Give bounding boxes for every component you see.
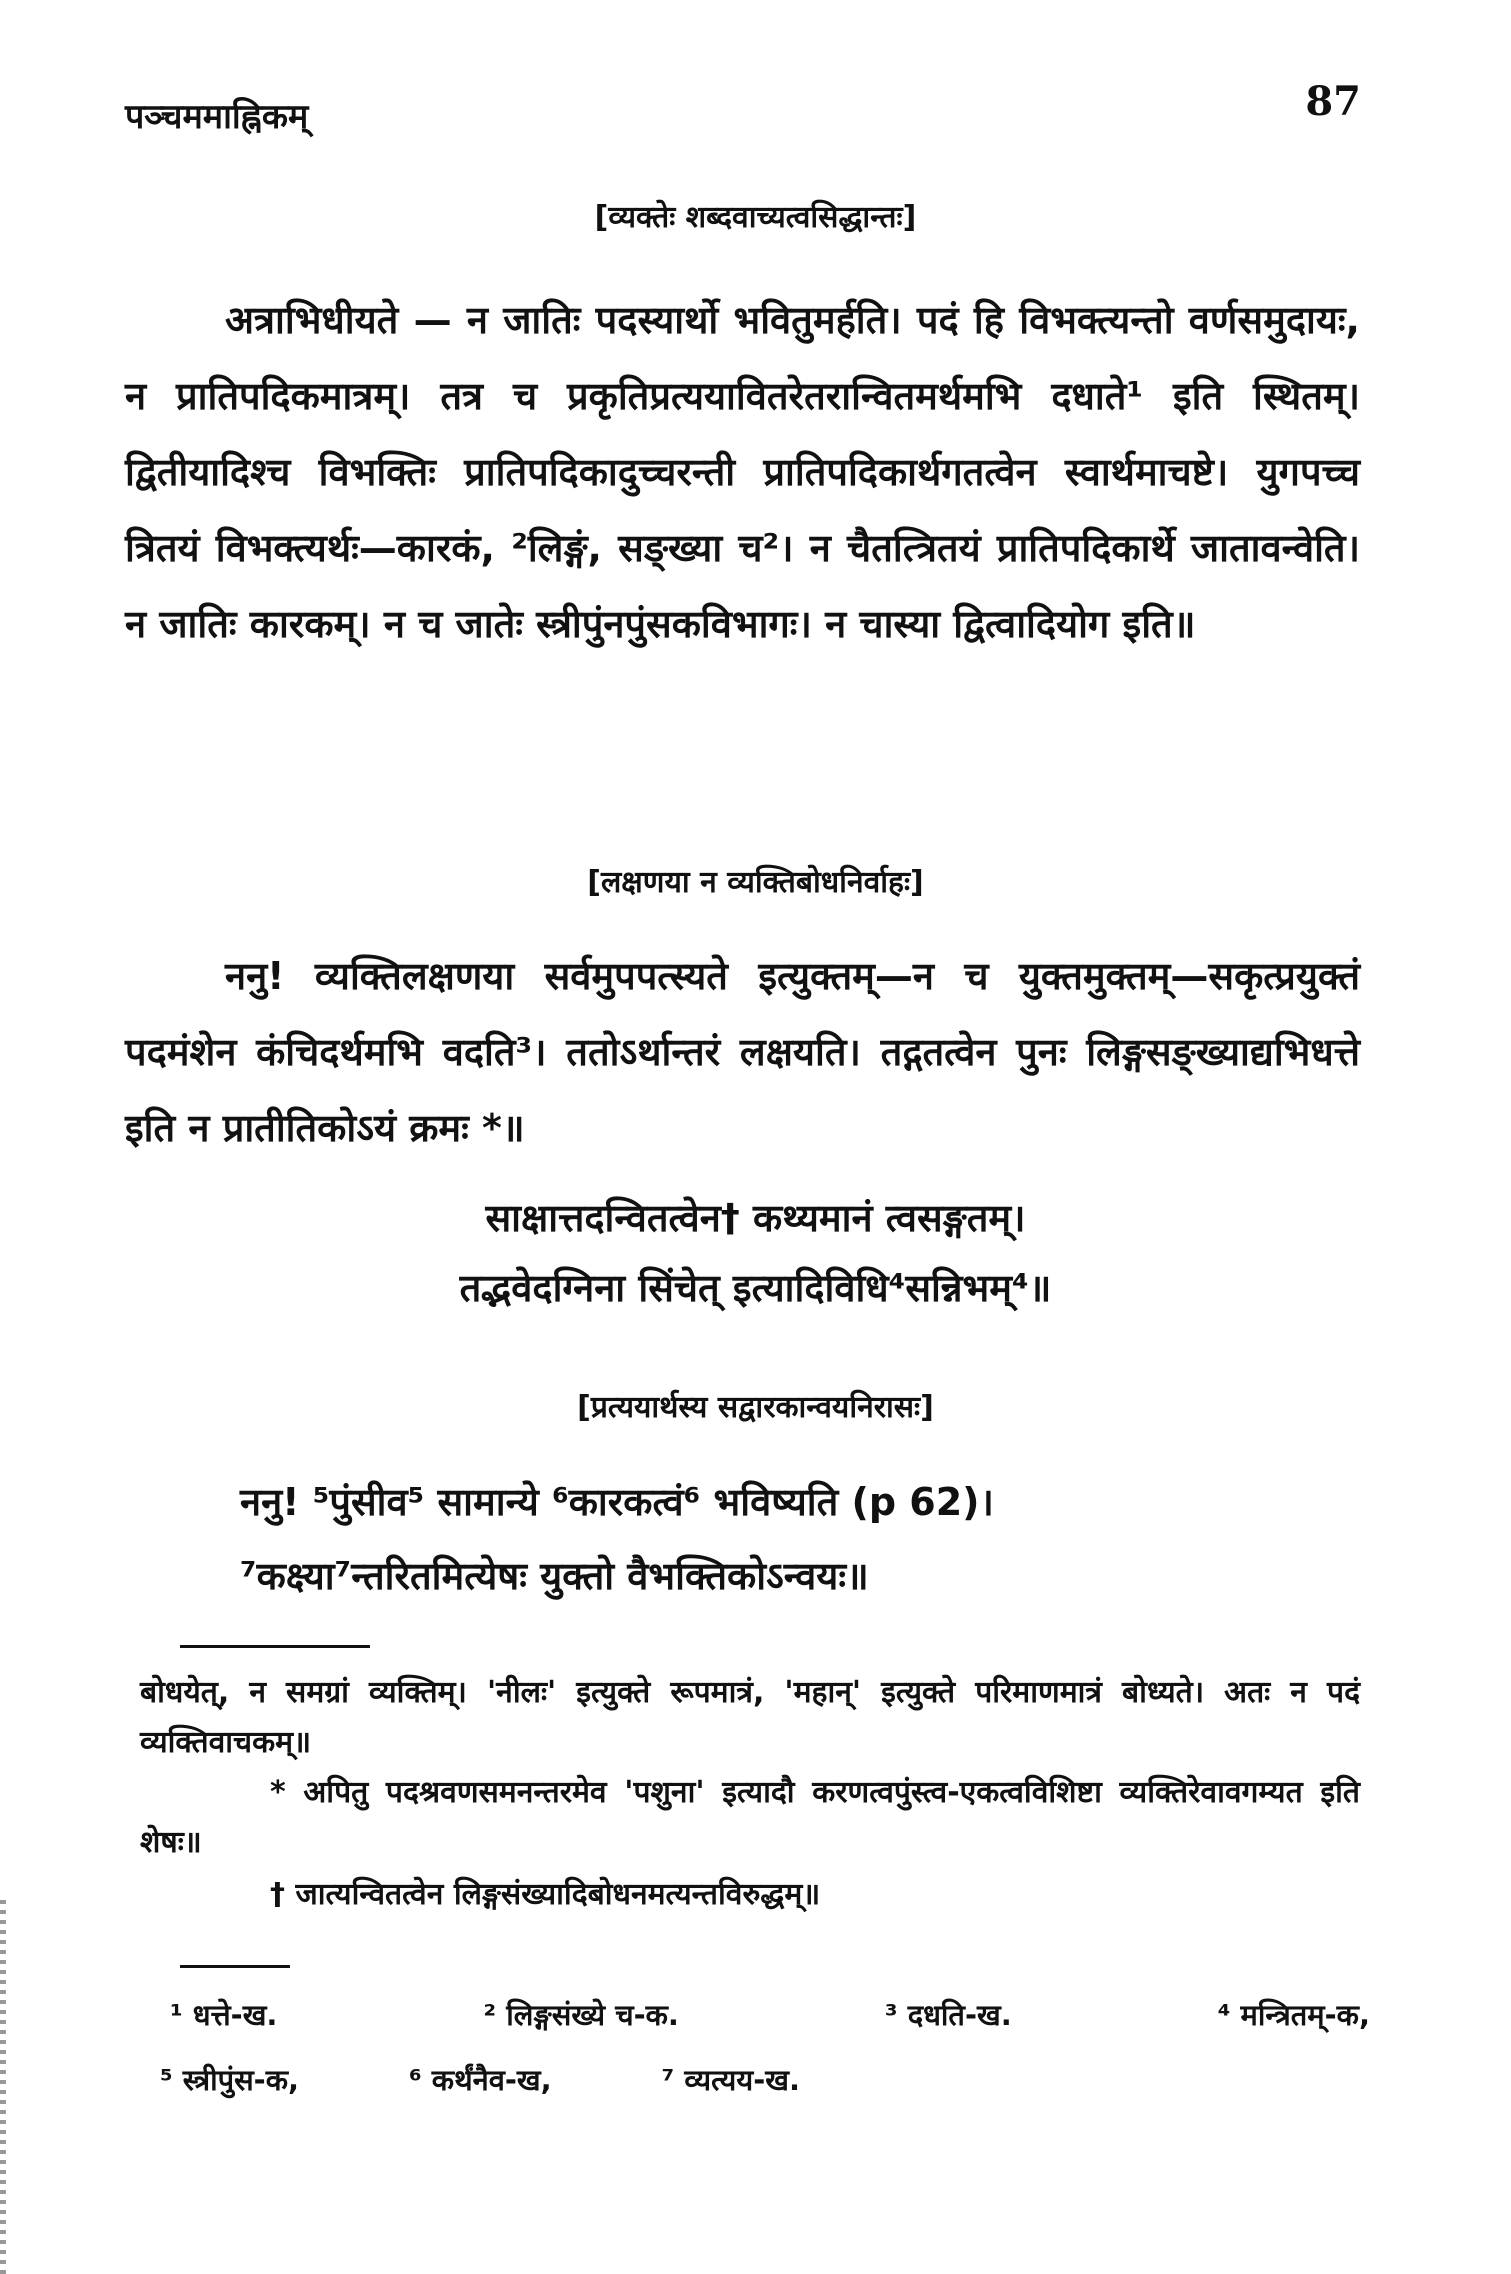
- paragraph-2: [125, 938, 1360, 1166]
- variant-note-5: ⁵ स्त्रीपुंस-क,: [160, 2063, 299, 2097]
- paragraph-1: [125, 282, 1360, 662]
- variants-rule: [180, 1965, 290, 1968]
- variant-note-1: ¹ धत्ते-ख.: [170, 1998, 278, 2032]
- verse-2-line-1: ननु! ⁵पुंसीव⁵ सामान्ये ⁶कारकत्वं⁶ भविष्यति (p 62)।: [240, 1480, 994, 1524]
- paragraph-2-text: ननु! व्यक्तिलक्षणया सर्वमुपपत्स्यते इत्युक्तम्—न च युक्तमुक्तम्—सकृत्प्रयुक्तं पदमंशेन कंचिदर्थमभि वदति³। ततोऽर्थान्तरं लक्षयति। तद्गतत्वेन पुनः लिङ्गसङ्ख्याद्यभिधत्ते इति न प्रातीतिकोऽयं क्रमः *॥: [125, 954, 1360, 1150]
- footnote-2-text: * अपितु पदश्रवणसमनन्तरमेव 'पशुना' इत्यादौ करणत्वपुंस्त्व-एकत्वविशिष्टा व्यक्तिरेवावगम्यत इति शेषः॥: [140, 1775, 1360, 1860]
- footnote-2: [140, 1768, 1360, 1868]
- page-number: 87: [1305, 78, 1361, 125]
- running-title: पञ्चममाह्निकम्: [125, 97, 309, 137]
- scan-edge-artifact: [0, 1900, 6, 2274]
- footnote-rule: [180, 1645, 370, 1648]
- footnote-3: [140, 1870, 1360, 1920]
- variant-note-6: ⁶ कर्थंनैव-ख,: [409, 2063, 552, 2097]
- variant-note-3: ³ दधति-ख.: [884, 1998, 1012, 2032]
- paragraph-1-text: अत्राभिधीयते — न जातिः पदस्यार्थो भवितुमर्हति। पदं हि विभक्त्यन्तो वर्णसमुदायः, न प्रातिपदिकमात्रम्। तत्र च प्रकृतिप्रत्ययावितरेतरान्वितमर्थमभि दधाते¹ इति स्थितम्। द्वितीयादिश्च विभक्तिः प्रातिपदिकादुच्चरन्ती प्रातिपदिकार्थगतत्वेन स्वार्थमाचष्टे। युगपच्च त्रितयं विभक्त्यर्थः—कारकं, ²लिङ्गं, सङ्ख्या च²। न चैतत्त्रितयं प्रातिपदिकार्थे जातावन्वेति। न जातिः कारकम्। न च जातेः स्त्रीपुंनपुंसकविभागः। न चास्या द्वित्वादियोग इति॥: [125, 298, 1360, 646]
- footnote-3-text: † जात्यन्वितत्वेन लिङ्गसंख्यादिबोधनमत्यन्तविरुद्धम्॥: [270, 1877, 821, 1912]
- variant-row-1: [170, 1995, 1370, 2034]
- section-heading-2: [लक्षणया न व्यक्तिबोधनिर्वाहः]: [587, 865, 924, 900]
- verse-1-line-2: तद्भवेदग्निना सिंचेत् इत्यादिविधि⁴सन्निभम्⁴॥: [459, 1266, 1052, 1310]
- section-heading-3: [प्रत्ययार्थस्य सद्वारकान्वयनिरासः]: [577, 1390, 934, 1425]
- footnote-1: बोधयेत्, न समग्रां व्यक्तिम्। 'नीलः' इत्युक्ते रूपमात्रं, 'महान्' इत्युक्ते परिमाणमात्रं बोध्यते। अतः न पदं व्यक्तिवाचकम्॥: [140, 1675, 1360, 1760]
- variant-note-4: ⁴ मन्त्रितम्-क,: [1217, 1998, 1370, 2032]
- verse-1-line-1: साक्षात्तदन्वितत्वेन† कथ्यमानं त्वसङ्गतम्।: [485, 1196, 1026, 1240]
- section-heading-1: [व्यक्तेः शब्दवाच्यत्वसिद्धान्तः]: [594, 200, 917, 235]
- variant-row-2: [160, 2060, 1360, 2099]
- variant-note-2: ² लिङ्गसंख्ये च-क.: [483, 1998, 679, 2032]
- verse-2-line-2: ⁷कक्ष्या⁷न्तरितमित्येषः युक्तो वैभक्तिकोऽन्वयः॥: [240, 1554, 869, 1598]
- variant-note-7: ⁷ व्यत्यय-ख.: [661, 2063, 800, 2097]
